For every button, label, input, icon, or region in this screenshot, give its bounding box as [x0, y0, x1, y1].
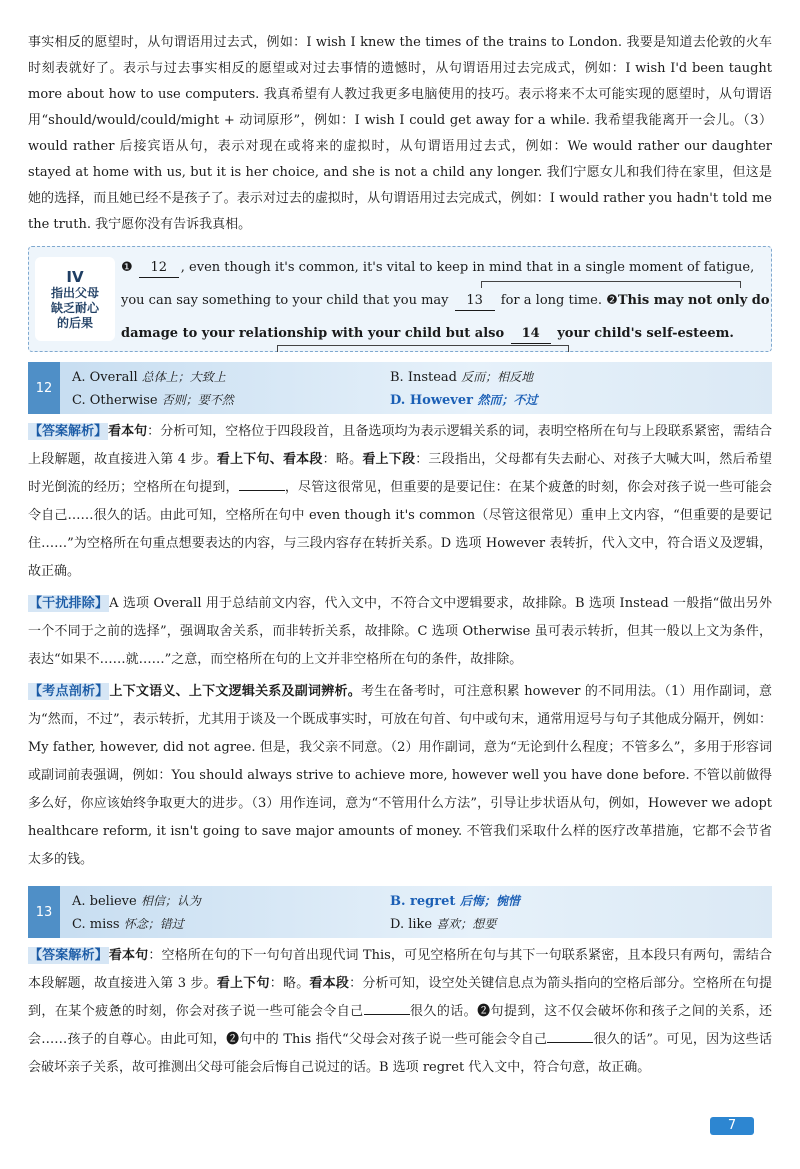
option-c: C. miss 怀念；错过 — [72, 917, 184, 932]
option-d: D. like 喜欢；想要 — [390, 917, 497, 932]
answer-blank — [364, 1000, 410, 1015]
option-b-correct: B. regret 后悔；惋惜 — [390, 894, 520, 909]
passage-line-2-post: for a long time. — [500, 293, 603, 308]
blank-12: 12 — [139, 259, 179, 278]
q13-analysis: 【答案解析】看本句：空格所在句的下一句句首出现代词 This，可见空格所在句与其下一句联系紧密，且本段只有两句，需结合本段解题，故直接进入第 3 步。看上下句：略。看本段：分析可知，设空处关键信息点为箭头指向的空格后部分。空格所在句提到，在某个疲惫的时刻，你会对孩子说一些可能会令自己 很久的话。❷句提到，这不仅会破坏你和孩子之间的关系，还会……孩子的自尊心。由此可知，❷句中的 This 指代“父母会对孩子说一些可能会令自己 很久的话”。可见，因为这些话会破坏亲子关系，故可推测出父母可能会后悔自己说过的话。B 选项 regret 代入文中，符合句意，故正确。 — [28, 948, 772, 1075]
option-b: B. Instead 反而；相反地 — [390, 370, 534, 385]
analysis-tag: 【答案解析】 — [29, 948, 108, 963]
exclusion-tag: 【干扰排除】 — [29, 596, 109, 611]
passage-line-3 — [121, 317, 761, 350]
question-number: 12 — [28, 362, 60, 414]
marker-1-icon: ❶ — [121, 260, 133, 275]
analysis-tag: 【答案解析】 — [29, 424, 108, 439]
question-12-options — [28, 362, 772, 414]
marker-2-icon: ❷ — [606, 293, 618, 308]
passage-tag — [35, 257, 115, 341]
bracket-arrow-icon — [277, 345, 569, 352]
bracket-arrow-icon — [481, 281, 741, 288]
passage-line-1 — [121, 251, 761, 284]
blank-13: 13 — [455, 292, 495, 311]
passage-line-2-pre: you can say something to your child that you may — [121, 293, 449, 308]
option-a: A. believe 相信；认为 — [72, 894, 201, 909]
page-content — [28, 30, 772, 1082]
q12-analysis: 【答案解析】看本句：分析可知，空格位于四段段首，且备选项均为表示逻辑关系的词，表明空格所在句与上段联系紧密，需结合上段解题，故直接进入第 4 步。看上下句、看本段：略。看上下段：三段指出，父母都有失去耐心、对孩子大喊大叫，然后希望时光倒流的经历；空格所在句提到， ，尽管这很常见，但重要的是要记住：在某个疲惫的时刻，你会对孩子说一些可能会令自己……很久的话。由此可知，空格所在句中 even though it's common（尽管这很常见）重申上文内容，“但重要的是要记住……”为空格所在句重点想要表达的内容，与三段内容存在转折关系。D 选项 However 表转折，代入文中，符合语义及逻辑，故正确。 — [28, 424, 772, 579]
page-number: 7 — [710, 1117, 754, 1135]
blank-14: 14 — [511, 325, 551, 344]
answer-blank — [547, 1028, 593, 1043]
option-c: C. Otherwise 否则；要不然 — [72, 393, 234, 408]
q12-exclusion: 【干扰排除】A 选项 Overall 用于总结前文内容，代入文中，不符合文中逻辑要求，故排除。B 选项 Instead 一般指“做出另外一个不同于之前的选择”，强调取舍关系，而非转折关系，故排除。C 选项 Otherwise 虽可表示转折，但其一般以上文为条件，表达“如果不……就……”之意，而空格所在句的上文并非空格所在句的条件，故排除。 — [28, 596, 772, 667]
point-tag: 【考点剖析】 — [29, 684, 109, 699]
passage-line-3-post: your child's self-esteem. — [557, 326, 734, 341]
question-number: 13 — [28, 886, 60, 938]
passage-text — [121, 251, 770, 350]
option-d-correct: D. However 然而；不过 — [390, 393, 538, 408]
option-a: A. Overall 总体上；大致上 — [72, 370, 226, 385]
passage-line-3-pre: damage to your relationship with your child but also — [121, 326, 505, 341]
passage-line-1-text: , even though it's common, it's vital to keep in mind that in a single moment of fatigue, — [180, 260, 755, 275]
q12-point-analysis: 【考点剖析】上下文语义、上下文逻辑关系及副词辨析。考生在备考时，可注意积累 however 的不同用法。（1）用作副词，意为“然而，不过”，表示转折，尤其用于谈及一个既成事实时，可放在句首、句中或句末，通常用逗号与句子其他成分隔开，例如：My father, however, did not agree. 但是，我父亲不同意。（2）用作副词，意为“无论到什么程度；不管多么”，多用于形容词或副词前表强调，例如：You should always strive to achieve more, however well you have done before. 不管以前做得多么好，你应该始终争取更大的进步。（3）用作连词，意为“不管用什么方法”，引导让步状语从句，例如，However we adopt healthcare reform, it isn't going to save major amounts of money. 不管我们采取什么样的医疗改革措施，它都不会节省太多的钱。 — [28, 684, 772, 867]
passage-line-2-bold: This may not only do — [617, 293, 770, 308]
intro-paragraph: 事实相反的愿望时，从句谓语用过去式，例如：I wish I knew the times of the trains to London. 我要是知道去伦敦的火车时刻表就好了。表示与过去事实相反的愿望或对过去事情的遗憾时，从句谓语用过去完成式，例如：I wish I'd been taught more about how to use computers. 我真希望有人教过我更多电脑使用的技巧。表示将来不太可能实现的愿望时，从句谓语用“should/would/could/might + 动词原形”，例如：I wish I could get away for a while. 我希望我能离开一会儿。（3）would rather 后接宾语从句，表示对现在或将来的虚拟时，从句谓语用过去式，例如：We would rather our daughter stayed at home with us, but it is her choice, and she is not a child any longer. 我们宁愿女儿和我们待在家里，但这是她的选择，而且她已经不是孩子了。表示对过去的虚拟时，从句谓语用过去完成式，例如：I would rather you hadn't told me the truth. 我宁愿你没有告诉我真相。 — [28, 35, 772, 232]
passage-box — [28, 246, 772, 352]
question-13-options — [28, 886, 772, 938]
passage-tag-label: 指出父母缺乏耐心的后果 — [50, 285, 99, 330]
passage-tag-number: IV — [66, 267, 84, 286]
passage-line-2 — [121, 284, 770, 317]
answer-blank — [239, 476, 285, 491]
